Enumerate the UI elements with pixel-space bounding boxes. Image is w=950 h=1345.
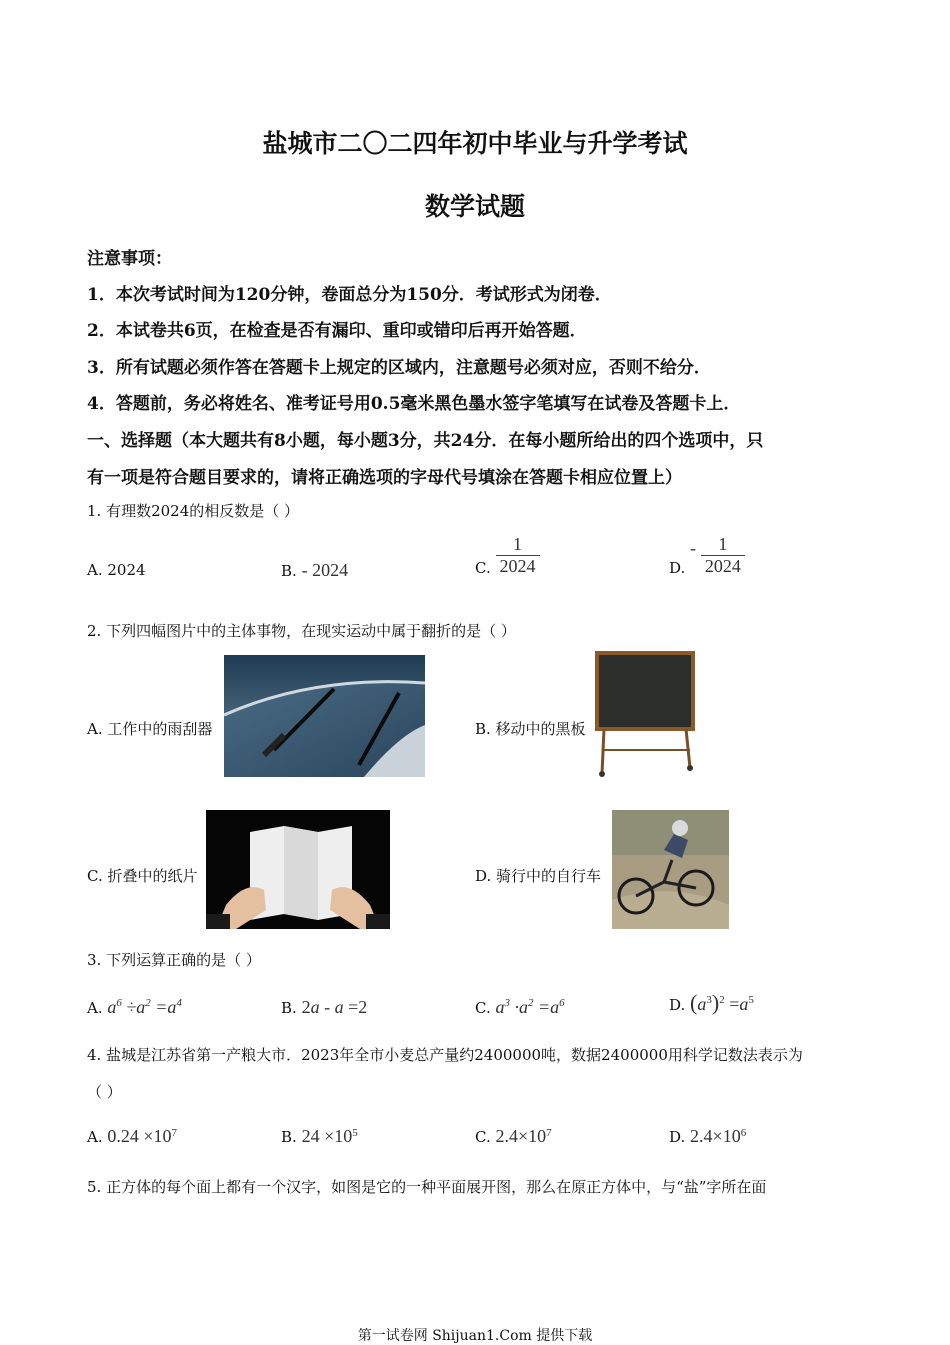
folded-paper-image bbox=[206, 810, 390, 929]
q4-option-a-label: A. bbox=[87, 1128, 103, 1146]
q3-option-b-label: B. bbox=[281, 999, 297, 1017]
question-3-stem: 3. 下列运算正确的是（ ） bbox=[87, 951, 261, 969]
q3-option-b-expression: 2a - a =2 bbox=[301, 997, 368, 1017]
q4-option-b-exponent: 5 bbox=[352, 1127, 358, 1139]
page-footer: 第一试卷网 Shijuan1.Com 提供下载 bbox=[357, 1328, 593, 1344]
q4-option-a-base: 0.24 ×10 bbox=[107, 1126, 172, 1146]
q4-option-b bbox=[281, 1116, 358, 1147]
q2-option-d-text: D. 骑行中的自行车 bbox=[475, 867, 602, 885]
q3-option-d-expression: $(a^3)^2 =a^5$ bbox=[690, 990, 754, 1015]
q1-option-a-label: A. bbox=[87, 561, 103, 579]
q1-option-d-label: D. bbox=[669, 559, 686, 577]
note-item-1: 1．本次考试时间为120分钟，卷面总分为150分．考试形式为闭卷． bbox=[87, 285, 612, 305]
q1-option-b-value: - 2024 bbox=[301, 560, 349, 580]
q1-option-a-value: 2024 bbox=[107, 561, 146, 579]
note-item-3: 3．所有试题必须作答在答题卡上规定的区域内，注意题号必须对应，否则不给分． bbox=[87, 358, 711, 378]
q2-option-c-text: C. 折叠中的纸片 bbox=[87, 867, 198, 885]
q1-option-c-denominator: 2024 bbox=[496, 555, 540, 577]
q1-option-d-fraction bbox=[701, 534, 745, 577]
q4-option-b-label: B. bbox=[281, 1128, 297, 1146]
notes-heading: 注意事项： bbox=[87, 249, 172, 269]
q3-option-c-label: C. bbox=[475, 999, 491, 1017]
q3-option-a bbox=[87, 997, 182, 1018]
q4-option-d-base: 2.4×10 bbox=[690, 1126, 741, 1146]
q4-option-d-label: D. bbox=[669, 1128, 686, 1146]
note-item-2: 2．本试卷共6页，在检查是否有漏印、重印或错印后再开始答题． bbox=[87, 321, 587, 341]
q2-option-b-text: B. 移动中的黑板 bbox=[475, 720, 586, 738]
q3-option-c bbox=[475, 997, 565, 1018]
q2-option-a-text: A. 工作中的雨刮器 bbox=[87, 720, 213, 738]
windshield-wiper-image bbox=[224, 655, 425, 777]
q4-option-a bbox=[87, 1116, 177, 1147]
question-1-stem: 1. 有理数2024的相反数是（ ） bbox=[87, 502, 300, 520]
bicycle-rider-image bbox=[612, 810, 729, 929]
q3-option-d bbox=[669, 986, 754, 1016]
question-5-stem: 5. 正方体的每个面上都有一个汉字，如图是它的一种平面展开图，那么在原正方体中，与“盐”字所在面 bbox=[87, 1178, 767, 1196]
q1-option-d-sign: - bbox=[690, 537, 697, 558]
blackboard-image bbox=[594, 650, 698, 778]
q4-option-b-base: 24 ×10 bbox=[301, 1126, 353, 1146]
q4-option-d bbox=[669, 1116, 746, 1147]
q1-option-c-label: C. bbox=[475, 559, 491, 577]
page-title: 盐城市二〇二四年初中毕业与升学考试 bbox=[262, 129, 688, 158]
q3-option-b bbox=[281, 997, 367, 1018]
note-item-4: 4．答题前，务必将姓名、准考证号用0.5毫米黑色墨水签字笔填写在试卷及答题卡上． bbox=[87, 394, 741, 414]
q1-option-b bbox=[281, 560, 348, 581]
q4-option-d-exponent: 6 bbox=[740, 1127, 747, 1139]
q1-option-d bbox=[669, 533, 745, 577]
question-2-stem: 2. 下列四幅图片中的主体事物，在现实运动中属于翻折的是（ ） bbox=[87, 622, 516, 640]
q1-option-c-fraction bbox=[496, 534, 540, 577]
q1-option-c-numerator: 1 bbox=[513, 533, 522, 554]
page-subtitle: 数学试题 bbox=[424, 192, 525, 221]
q1-option-d-numerator: 1 bbox=[718, 533, 728, 554]
q4-option-a-exponent: 7 bbox=[171, 1127, 178, 1139]
q1-option-d-denominator: 2024 bbox=[701, 555, 745, 577]
q4-option-c bbox=[475, 1116, 552, 1147]
question-4-stem-line2: （ ） bbox=[87, 1083, 122, 1101]
q4-option-c-exponent: 7 bbox=[546, 1127, 552, 1139]
section-heading-line1: 一、选择题（本大题共有8小题，每小题3分，共24分．在每小题所给出的四个选项中，只 bbox=[87, 431, 764, 451]
section-heading-line2: 有一项是符合题目要求的，请将正确选项的字母代号填涂在答题卡相应位置上） bbox=[87, 468, 682, 488]
question-4-stem-line1: 4. 盐城是江苏省第一产粮大市．2023年全市小麦总产量约2400000吨，数据2400000用科学记数法表示为 bbox=[87, 1046, 803, 1064]
q3-option-d-label: D. bbox=[669, 996, 686, 1014]
q3-option-a-label: A. bbox=[87, 999, 103, 1017]
q1-option-a bbox=[87, 561, 146, 579]
q1-option-c bbox=[475, 533, 540, 577]
q4-option-c-base: 2.4×10 bbox=[495, 1126, 547, 1146]
q1-option-b-label: B. bbox=[281, 562, 297, 580]
q3-option-a-expression: $a^6 \div a^2 =a^4$ bbox=[107, 997, 182, 1017]
q4-option-c-label: C. bbox=[475, 1128, 491, 1146]
q3-option-c-expression: $a^3 \cdot a^2 =a^6$ bbox=[495, 997, 565, 1017]
